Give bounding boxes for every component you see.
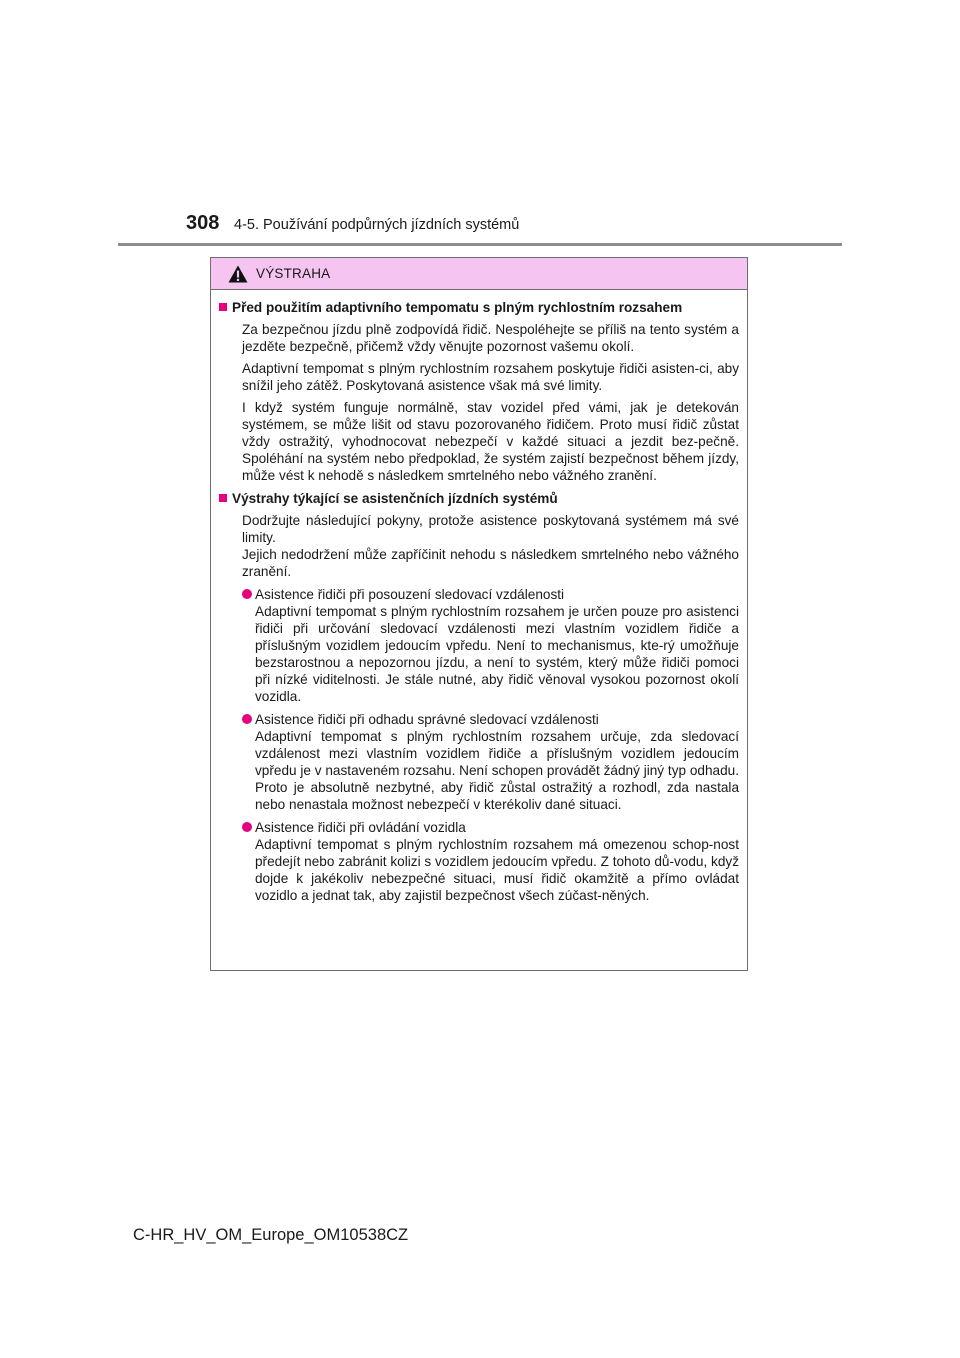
list-item-title: Asistence řidiči při posouzení sledovací vzdálenosti (255, 587, 565, 602)
warning-body (211, 290, 747, 904)
section-heading (219, 490, 739, 507)
list-item (242, 586, 739, 705)
document-id: C-HR_HV_OM_Europe_OM10538CZ (133, 1226, 409, 1244)
paragraph: Dodržujte následující pokyny, protože asistence poskytovaná systémem má své limity. (242, 513, 739, 545)
warning-header (211, 258, 747, 290)
paragraph: Za bezpečnou jízdu plně zodpovídá řidič. Nespoléhejte se příliš na tento systém a jezděte bezpečně, přičemž vždy věnujte pozornost vašemu okolí. (242, 322, 739, 354)
list-item-text: Adaptivní tempomat s plným rychlostním rozsahem má omezenou schop-nost předejít nebo zabránit kolizi s vozidlem jedoucím vpředu. Z tohoto dů-vodu, když dojde k jakékoliv nebezpečné situaci, musí řidič okamžitě a přímo ovládat vozidlo a jednat tak, aby zajistil bezpečnost všech zúčast-něných. (255, 837, 739, 903)
header-rule (118, 243, 842, 246)
section-title: 4-5. Používání podpůrných jízdních systémů (234, 217, 520, 233)
paragraph: Adaptivní tempomat s plným rychlostním rozsahem poskytuje řidiči asisten-ci, aby snížil jeho zátěž. Poskytovaná asistence však má své limity. (242, 361, 739, 393)
circle-bullet-icon (242, 589, 252, 599)
paragraph: Jejich nedodržení může zapříčinit nehodu s následkem smrtelného nebo vážného zranění. (242, 547, 739, 579)
warning-box (210, 257, 748, 971)
section-heading-text: Před použitím adaptivního tempomatu s plným rychlostním rozsahem (232, 300, 683, 315)
section-heading-text: Výstrahy týkající se asistenčních jízdních systémů (232, 491, 558, 506)
list-item-title: Asistence řidiči při odhadu správné sledovací vzdálenosti (255, 712, 599, 727)
warning-label: VÝSTRAHA (256, 266, 331, 281)
warning-triangle-icon (228, 265, 248, 283)
circle-bullet-icon (242, 714, 252, 724)
paragraph: I když systém funguje normálně, stav vozidel před vámi, jak je detekován systémem, se může lišit od stavu pozorovaného řidičem. Proto musí řidič zůstat vždy ostražitý, vyhodnocovat nebezpečí v každé situaci a jezdit bez-pečně. Spoléhání na systém nebo předpoklad, že systém zajistí bezpečnost během jízdy, může vést k nehodě s následkem smrtelného nebo vážného zranění. (242, 400, 739, 483)
list-item-title: Asistence řidiči při ovládání vozidla (255, 820, 466, 835)
square-bullet-icon (219, 494, 227, 502)
page-number: 308 (186, 212, 220, 234)
list-item (242, 711, 739, 813)
list-item-text: Adaptivní tempomat s plným rychlostním rozsahem je určen pouze pro asistenci řidiči při určování sledovací vzdálenosti mezi vlastním vozidlem řidiče a příslušným vozidlem jedoucím vpředu. Není to mechanismus, kte-rý umožňuje bezstarostnou a nepozornou jízdu, a není to systém, který může řidiči pomoci při nízké viditelnosti. Je stále nutné, aby řidič věnoval vysokou pozornost okolí vozidla. (255, 604, 739, 704)
page-header (186, 212, 519, 235)
circle-bullet-icon (242, 822, 252, 832)
square-bullet-icon (219, 303, 227, 311)
section-heading (219, 299, 739, 316)
list-item (242, 819, 739, 904)
list-item-text: Adaptivní tempomat s plným rychlostním rozsahem určuje, zda sledovací vzdálenost mezi vlastním vozidlem řidiče a příslušným vozidlem jedoucím vpředu je v nastaveném rozsahu. Není schopen provádět žádný jiný typ odhadu. Proto je absolutně nezbytné, aby řidič zůstal ostražitý a rozhodl, zda nastala nebo nenastala možnost nebezpečí v kterékoliv dané situaci. (255, 729, 739, 812)
